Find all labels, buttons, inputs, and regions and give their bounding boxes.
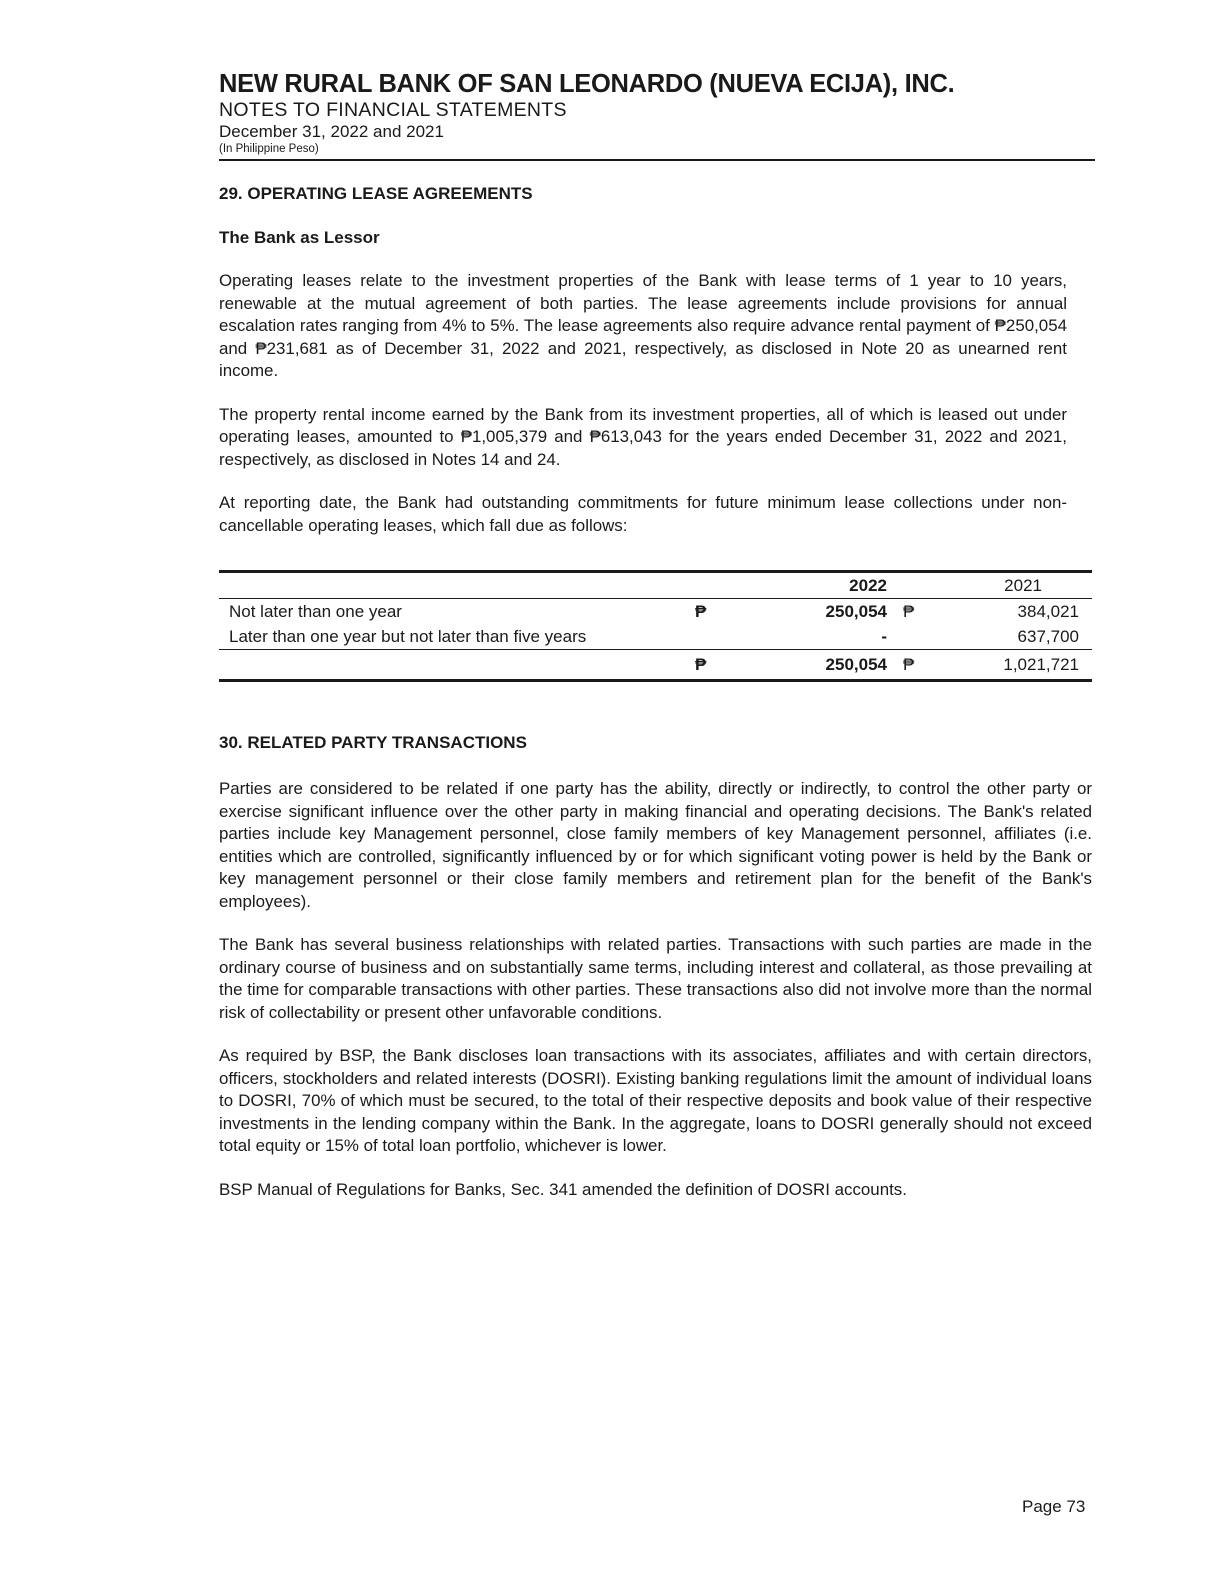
- table-row: [219, 599, 1092, 625]
- peso-sign: ₱: [695, 602, 707, 621]
- table-row: [219, 624, 1092, 650]
- total-2022: 250,054: [755, 650, 887, 681]
- note-29-subtitle: The Bank as Lessor: [219, 228, 380, 247]
- statement-subtitle: NOTES TO FINANCIAL STATEMENTS: [219, 99, 567, 121]
- value-2022: 250,054: [825, 602, 887, 621]
- statement-period: December 31, 2022 and 2021: [219, 122, 444, 141]
- note-30-paragraph-4: BSP Manual of Regulations for Banks, Sec. 341 amended the definition of DOSRI accounts.: [219, 1179, 907, 1199]
- total-2021: 1,021,721: [953, 650, 1092, 681]
- column-header-2022: 2022: [755, 572, 887, 599]
- currency-note: (In Philippine Peso): [219, 143, 319, 155]
- note-30-title: 30. RELATED PARTY TRANSACTIONS: [219, 733, 527, 752]
- note-29-paragraph-2: The property rental income earned by the Bank from its investment properties, all of which is leased out under operating leases, amounted to ₱1,005,379 and ₱613,043 for the years ended December 31, 2022 and 2021, respectively, as disclosed in Notes 14 and 24.: [219, 404, 1067, 469]
- peso-sign: ₱: [903, 602, 915, 621]
- column-header-2021: 2021: [953, 572, 1092, 599]
- note-29-title: 29. OPERATING LEASE AGREEMENTS: [219, 184, 533, 203]
- company-name: NEW RURAL BANK OF SAN LEONARDO (NUEVA ECIJA), INC.: [219, 70, 955, 98]
- value-2021: 637,700: [1017, 627, 1079, 646]
- value-2022: -: [881, 627, 887, 646]
- note-30-paragraph-2: The Bank has several business relationships with related parties. Transactions with such parties are made in the ordinary course of business and on substantially same terms, including interest and collateral, as those prevailing at the time for comparable transactions with other parties. These transactions also did not involve more than the normal risk of collectability or present other unfavorable conditions.: [219, 935, 1092, 1022]
- note-29-paragraph-3: At reporting date, the Bank had outstanding commitments for future minimum lease collections under non-cancellable operating leases, which fall due as follows:: [219, 493, 1067, 535]
- header-rule: [219, 159, 1095, 161]
- value-2021: 384,021: [1017, 602, 1079, 621]
- peso-sign: [695, 624, 755, 650]
- table-header-row: [219, 572, 1092, 599]
- page-number: Page 73: [1022, 1497, 1086, 1516]
- document-page: [219, 70, 1095, 674]
- note-30-section: [219, 733, 1095, 1201]
- note-29-paragraph-1: Operating leases relate to the investment properties of the Bank with lease terms of 1 year to 10 years, renewable at the mutual agreement of both parties. The lease agreements include provisions for annual escalation rates ranging from 4% to 5%. The lease agreements also require advance rental payment of ₱250,054 and ₱231,681 as of December 31, 2022 and 2021, respectively, as disclosed in Note 20 as unearned rent income.: [219, 271, 1067, 380]
- note-30-paragraph-3: As required by BSP, the Bank discloses loan transactions with its associates, affiliates and with certain directors, officers, stockholders and related interests (DOSRI). Existing banking regulations limit the amount of individual loans to DOSRI, 70% of which must be secured, to the total of their respective deposits and book value of their respective investments in the lending company within the Bank. In the aggregate, loans to DOSRI generally should not exceed total equity or 15% of total loan portfolio, whichever is lower.: [219, 1046, 1092, 1155]
- table-total-row: [219, 650, 1092, 681]
- peso-sign: ₱: [695, 650, 755, 681]
- lease-collections-table: [219, 570, 1092, 682]
- row-label: Not later than one year: [229, 602, 402, 621]
- peso-sign: [887, 624, 953, 650]
- note-30-paragraph-1: Parties are considered to be related if one party has the ability, directly or indirectly, to control the other party or exercise significant influence over the other party in making financial and operating decisions. The Bank's related parties include key Management personnel, close family members of key Management personnel, affiliates (i.e. entities which are controlled, significantly influenced by or for which significant voting power is held by the Bank or key management personnel or their close family members and retirement plan for the benefit of the Bank's employees).: [219, 779, 1092, 911]
- row-label: Later than one year but not later than five years: [229, 627, 587, 646]
- peso-sign: ₱: [887, 650, 953, 681]
